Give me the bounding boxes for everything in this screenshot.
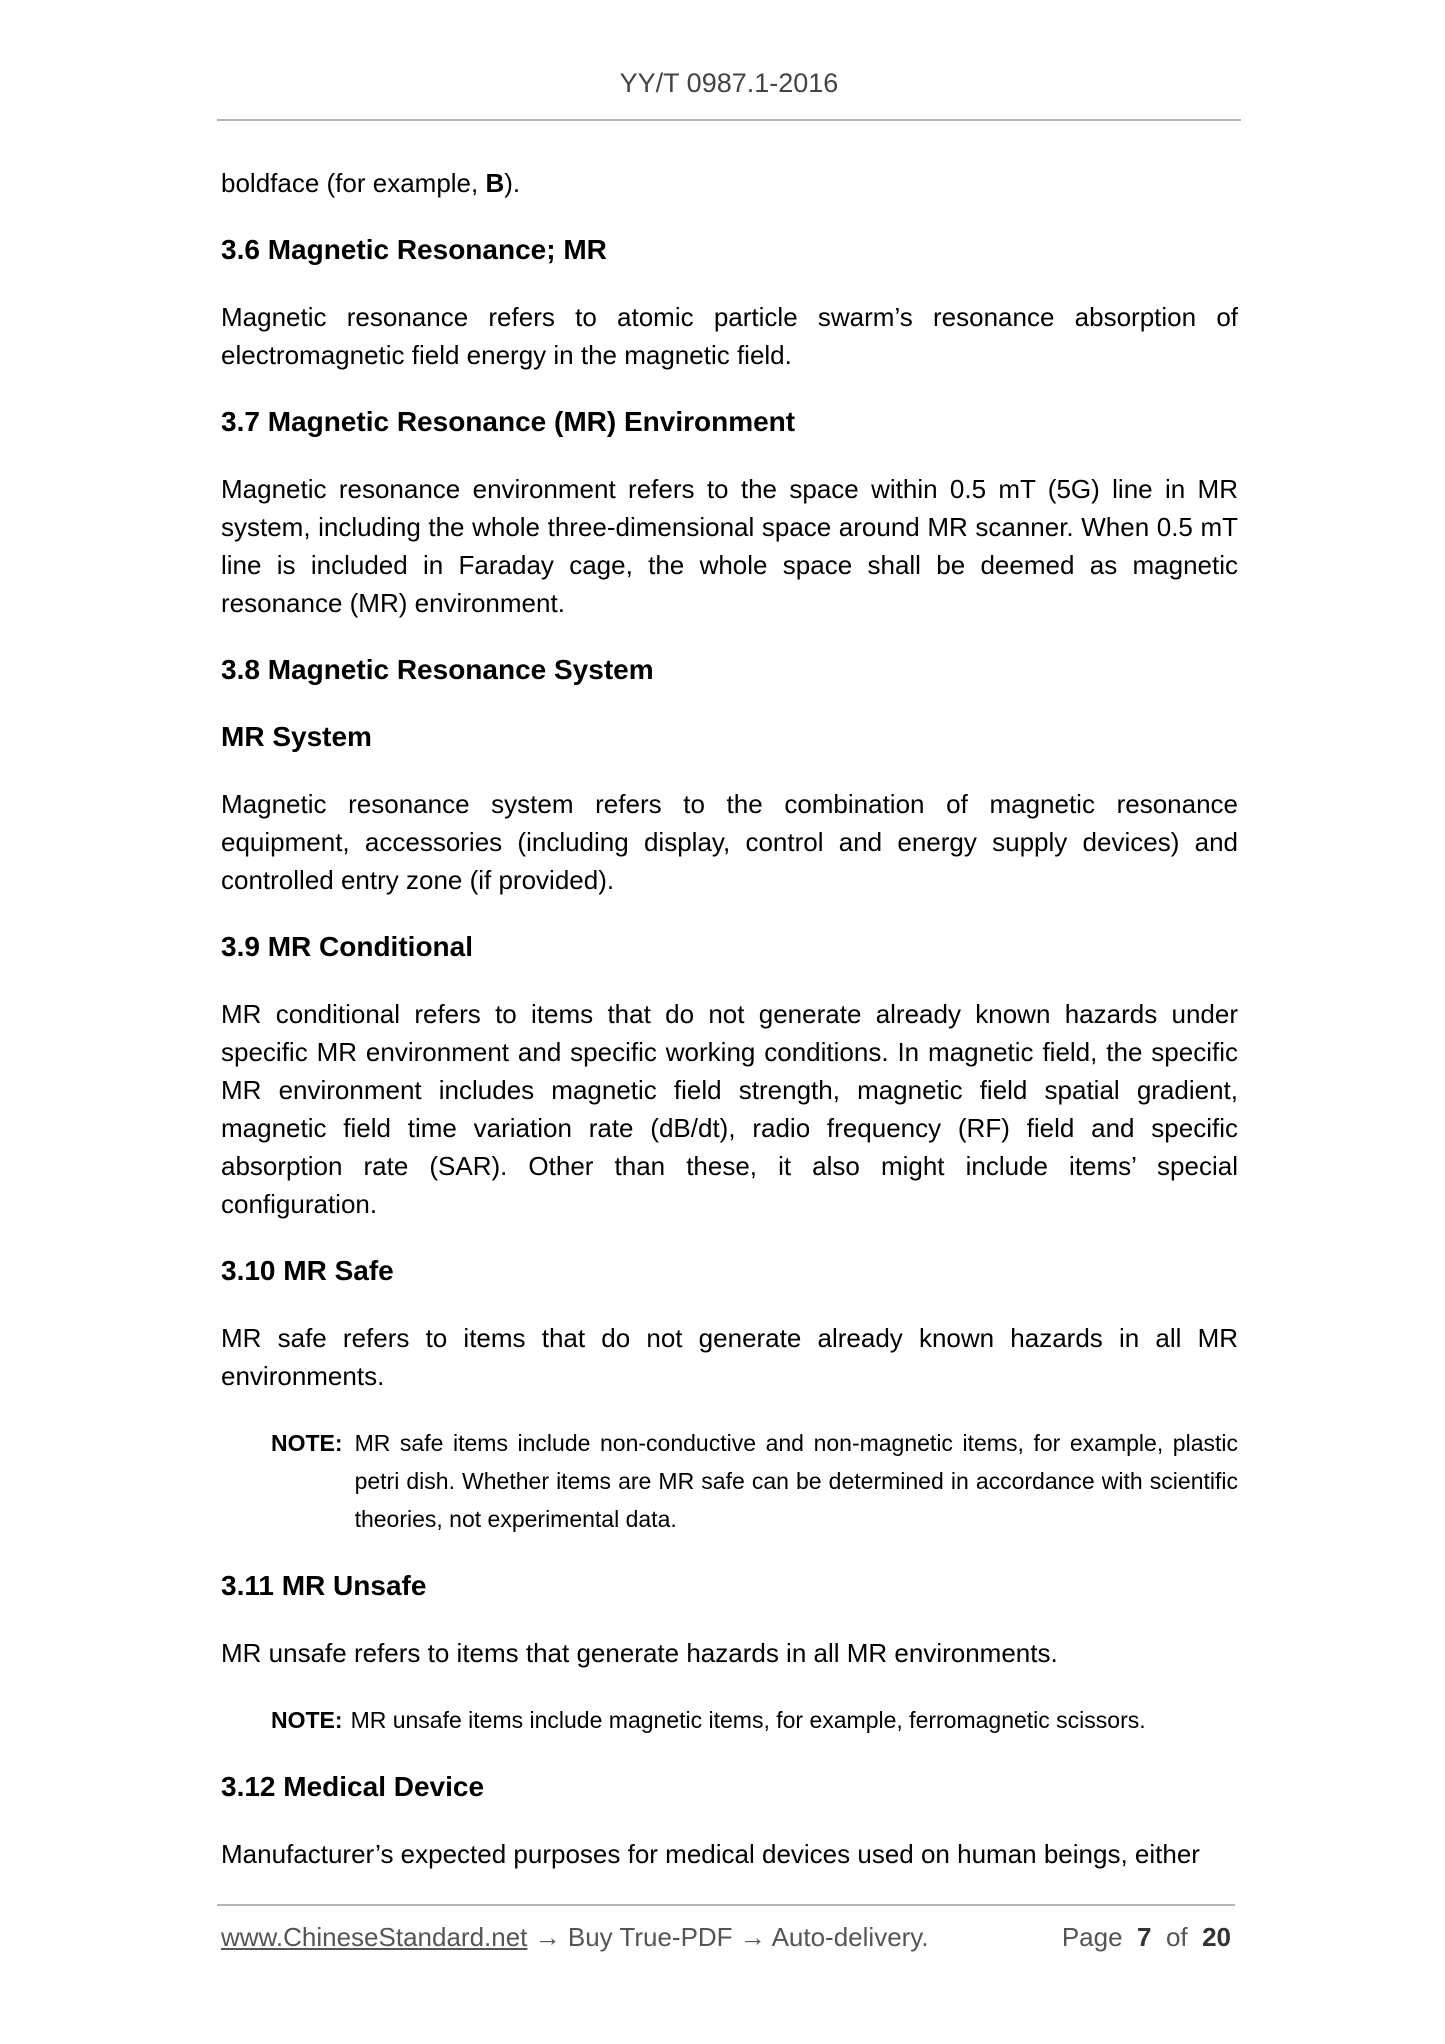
section-3-10-body: MR safe refers to items that do not generate already known hazards in all MR environments.: [221, 1323, 1238, 1391]
note-label: NOTE:: [271, 1430, 343, 1456]
section-3-12-body: Manufacturer’s expected purposes for medical devices used on human beings, either: [221, 1839, 1200, 1869]
page-footer: [221, 1922, 1231, 1953]
section-3-8-heading: 3.8 Magnetic Resonance System: [221, 654, 654, 685]
section-3-9-body: MR conditional refers to items that do not generate already known hazards under specific MR environment and specific working conditions. In magnetic field, the specific MR environment includes magnetic field strength, magnetic field spatial gradient, magnetic field time variation rate (dB/dt), radio frequency (RF) field and specific absorption rate (SAR). Other than these, it also might include items’ special configuration.: [221, 999, 1238, 1219]
current-page: 7: [1137, 1922, 1152, 1952]
section-3-11-heading: 3.11 MR Unsafe: [221, 1570, 427, 1601]
promo-text: → Buy True-PDF → Auto-delivery.: [527, 1922, 929, 1952]
intro-paragraph: boldface (for example, B).: [221, 168, 521, 198]
document-code: YY/T 0987.1-2016: [619, 68, 839, 98]
section-3-9-heading: 3.9 MR Conditional: [221, 931, 473, 962]
section-3-10-note: [271, 1424, 1238, 1538]
section-3-6-body: Magnetic resonance refers to atomic particle swarm’s resonance absorption of electromagnetic field energy in the magnetic field.: [221, 302, 1238, 370]
website-link[interactable]: www.ChineseStandard.net: [221, 1922, 528, 1952]
section-3-11-note: [271, 1701, 1238, 1739]
note-label: NOTE:: [271, 1707, 343, 1733]
note-text: MR safe items include non-conductive and non-magnetic items, for example, plastic petri dish. Whether items are MR safe can be determined in accordance with scientific theories, not experimental data.: [354, 1430, 1238, 1532]
header-divider: [217, 119, 1241, 121]
footer-promo: [221, 1922, 929, 1953]
section-3-7-body: Magnetic resonance environment refers to the space within 0.5 mT (5G) line in MR system, including the whole three-dimensional space around MR scanner. When 0.5 mT line is included in Faraday cage, the whole space shall be deemed as magnetic resonance (MR) environment.: [221, 474, 1238, 618]
document-body: [221, 164, 1238, 1873]
total-pages: 20: [1202, 1922, 1231, 1952]
section-3-8-subheading: MR System: [221, 721, 372, 752]
note-text: MR unsafe items include magnetic items, for example, ferromagnetic scissors.: [350, 1707, 1146, 1733]
section-3-12-heading: 3.12 Medical Device: [221, 1771, 485, 1802]
footer-divider: [217, 1904, 1235, 1906]
section-3-11-body: MR unsafe refers to items that generate hazards in all MR environments.: [221, 1638, 1058, 1668]
section-3-7-heading: 3.7 Magnetic Resonance (MR) Environment: [221, 406, 796, 437]
page-header: [217, 68, 1241, 99]
page-counter: Page 7 of 20: [1061, 1922, 1231, 1952]
section-3-8-body: Magnetic resonance system refers to the combination of magnetic resonance equipment, accessories (including display, control and energy supply devices) and controlled entry zone (if provided).: [221, 789, 1238, 895]
section-3-10-heading: 3.10 MR Safe: [221, 1255, 394, 1286]
section-3-6-heading: 3.6 Magnetic Resonance; MR: [221, 234, 607, 265]
